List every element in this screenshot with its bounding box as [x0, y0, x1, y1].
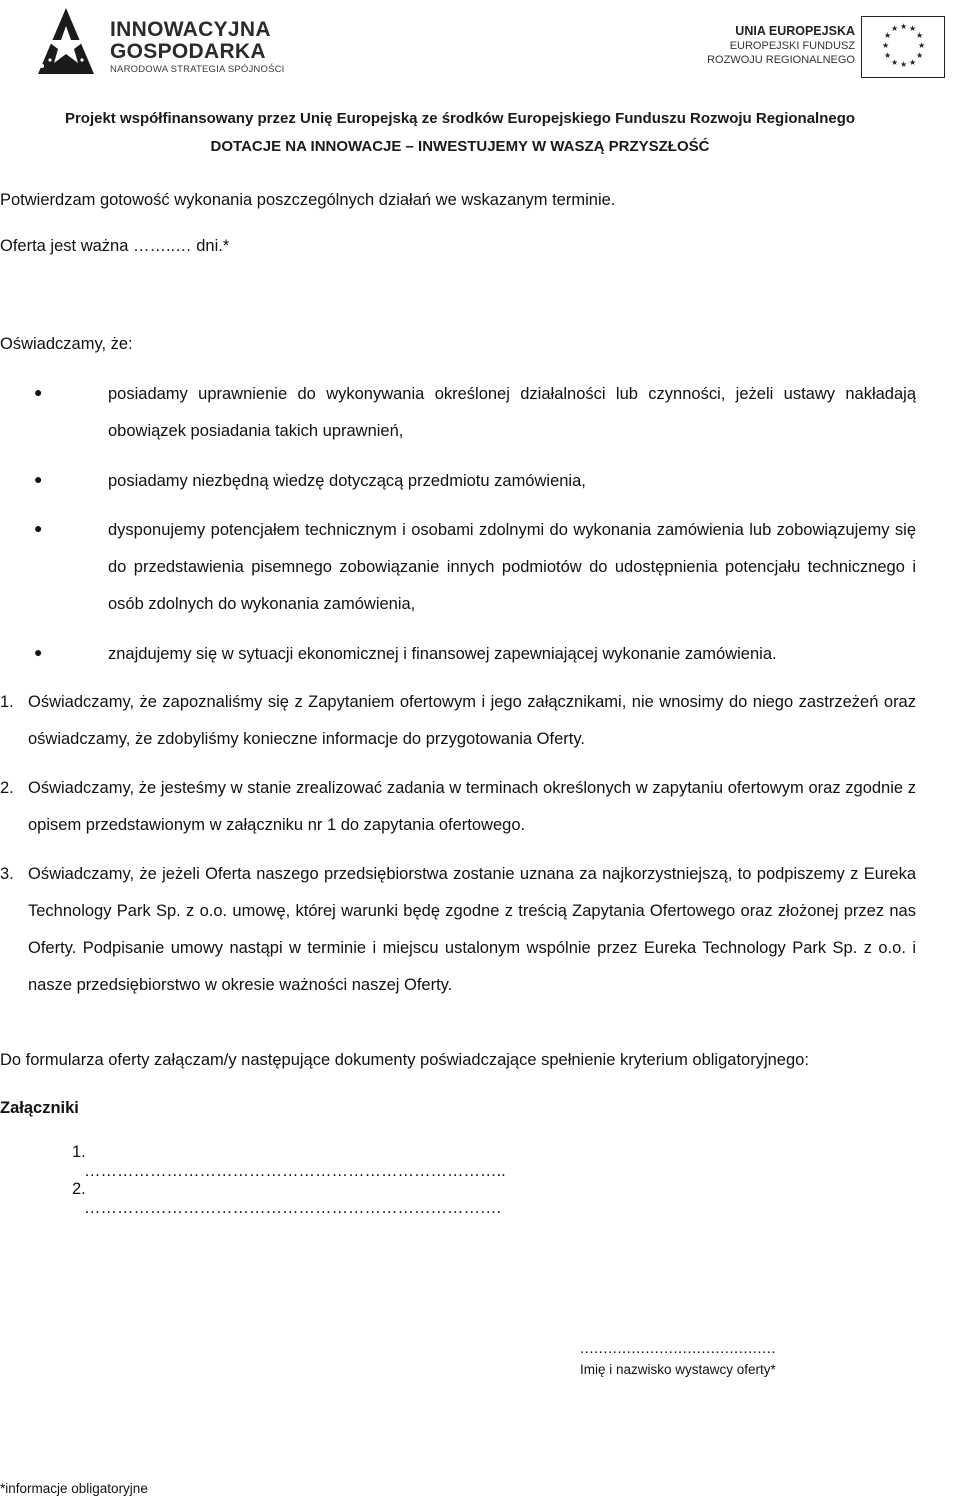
item-text: Oświadczamy, że jesteśmy w stanie zrealizować zadania w terminach określonych w zapytaniu ofertowym oraz zgodnie z opisem przedstawionym w załączniku nr 1 do zapytania ofertowego. — [28, 779, 916, 834]
project-cofinancing-line: Projekt współfinansowany przez Unię Europejską ze środków Europejskiego Funduszu Rozwoju Regionalnego — [64, 110, 856, 127]
attachments-heading: Załączniki — [0, 1099, 79, 1117]
bullet-icon: ● — [34, 520, 43, 536]
bullet-icon: ● — [34, 644, 43, 660]
svg-text:★: ★ — [909, 24, 917, 33]
item-number: 3. — [0, 865, 14, 883]
eu-logo — [690, 16, 945, 82]
logo-right-line1: UNIA EUROPEJSKA — [735, 24, 855, 38]
list-item: dysponujemy potencjałem technicznym i osobami zdolnymi do wykonania zamówienia lub zobowiązujemy się do przedstawienia pisemnego zobowiązanie innych podmiotów do udostępnienia potencjału technicznego i osób zdolnych do wykonania zamówienia, — [108, 521, 916, 613]
list-item — [72, 1180, 501, 1218]
logo-left-line2: GOSPODARKA — [110, 40, 266, 63]
bullet-icon: ● — [34, 384, 43, 400]
item-text: Oświadczamy, że zapoznaliśmy się z Zapytaniem ofertowym i jego załącznikami, nie wnosimy do niego zastrzeżeń oraz oświadczamy, że zdobyliśmy konieczne informacje do przygotowania Oferty. — [28, 693, 916, 748]
logo-left-line3: NARODOWA STRATEGIA SPÓJNOŚCI — [110, 64, 285, 75]
bullet-icon: ● — [34, 471, 43, 487]
logo-left-line1: INNOWACYJNA — [110, 18, 271, 41]
svg-text:★: ★ — [916, 31, 924, 40]
logo-right-line2: EUROPEJSKI FUNDUSZ — [729, 40, 855, 52]
item-text: Oświadczamy, że jeżeli Oferta naszego przedsiębiorstwa zostanie uznana za najkorzystniejszą, to podpiszemy z Eureka Technology Park Sp. z o.o. umowę, której warunki będę zgodne z treścią Zapytania Ofertowego oraz złożonej przez nas Oferty. Podpisanie umowy nastąpi w terminie i miejscu ustalonym wspólnie przez Eureka Technology Park Sp. z o.o. i nasze przedsiębiorstwo w okresie ważności naszej Oferty. — [28, 865, 916, 994]
svg-text:★: ★ — [909, 58, 917, 67]
signature-label: Imię i nazwisko wystawcy oferty* — [580, 1362, 776, 1377]
item-number: 1. — [72, 1143, 86, 1161]
attachment-field: …………………………………………………………………. — [84, 1199, 502, 1217]
slogan-line: DOTACJE NA INNOWACJE – INWESTUJEMY W WASZĄ PRZYSZŁOŚĆ — [210, 138, 710, 155]
star-emblem-icon — [30, 4, 102, 76]
svg-text:★: ★ — [891, 24, 899, 33]
signature-line: .......................................... — [580, 1340, 777, 1357]
list-item: posiadamy niezbędną wiedzę dotyczącą przedmiotu zamówienia, — [108, 472, 586, 490]
svg-text:★: ★ — [891, 58, 899, 67]
item-number: 2. — [72, 1180, 86, 1198]
item-number: 2. — [0, 779, 14, 797]
confirm-text: Potwierdzam gotowość wykonania poszczególnych działań we wskazanym terminie. — [0, 191, 616, 209]
list-item — [72, 1143, 506, 1181]
attachments-intro: Do formularza oferty załączam/y następujące dokumenty poświadczające spełnienie kryterium obligatoryjnego: — [0, 1051, 809, 1069]
validity-text: Oferta jest ważna ……..… dni.* — [0, 237, 230, 255]
declare-intro: Oświadczamy, że: — [0, 335, 133, 353]
svg-text:★: ★ — [900, 22, 908, 31]
svg-text:★: ★ — [882, 41, 890, 50]
list-item: znajdujemy się w sytuacji ekonomicznej i finansowej zapewniającej wykonanie zamówienia. — [108, 645, 777, 663]
svg-text:★: ★ — [916, 51, 924, 60]
item-number: 1. — [0, 693, 14, 711]
svg-text:★: ★ — [900, 60, 908, 69]
svg-text:★: ★ — [884, 51, 892, 60]
eu-flag-icon — [861, 16, 945, 78]
attachment-field: ………………………………………………………………….. — [84, 1162, 506, 1180]
innowacyjna-gospodarka-logo — [30, 4, 290, 76]
list-item: posiadamy uprawnienie do wykonywania określonej działalności lub czynności, jeżeli ustawy nakładają obowiązek posiadania takich uprawnień, — [108, 385, 916, 440]
svg-text:★: ★ — [884, 31, 892, 40]
svg-text:★: ★ — [918, 41, 926, 50]
logo-right-line3: ROZWOJU REGIONALNEGO — [707, 54, 855, 66]
footnote: *informacje obligatoryjne — [0, 1481, 148, 1496]
